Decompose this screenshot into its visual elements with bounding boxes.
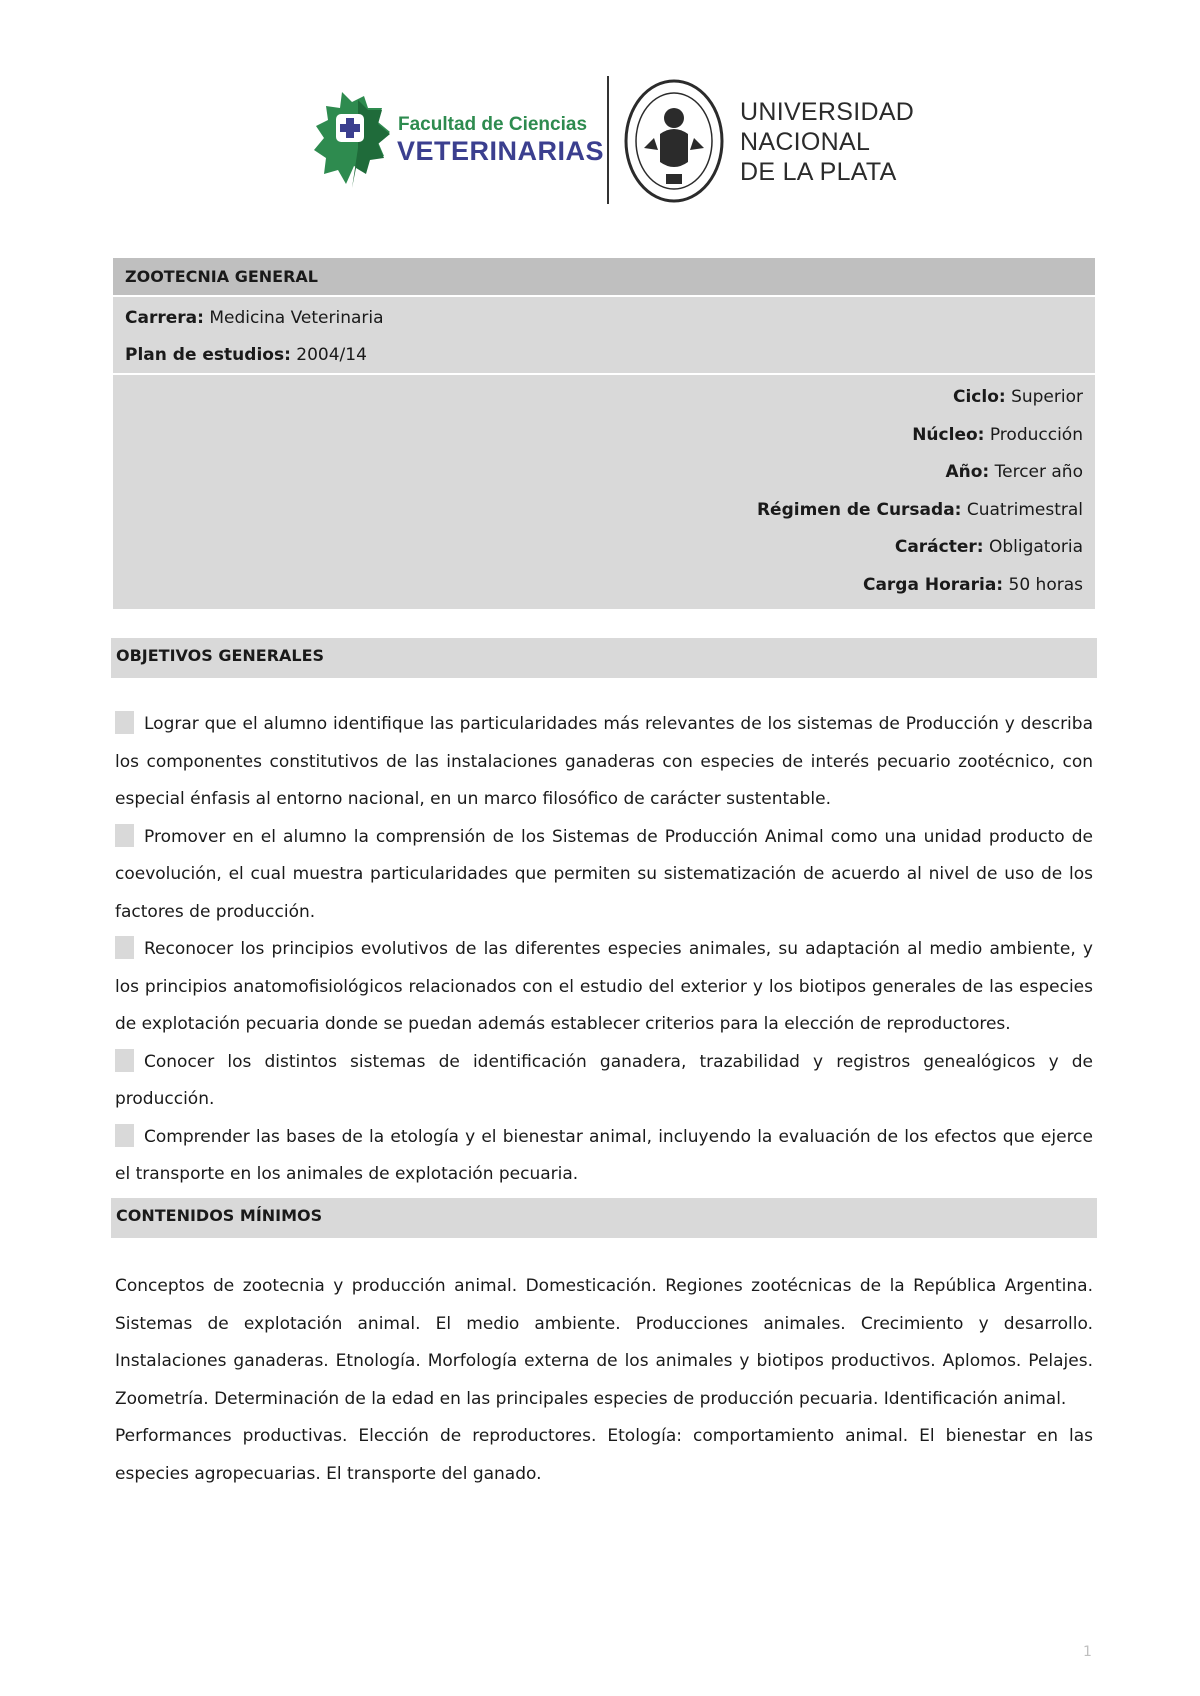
plan-row	[125, 340, 1083, 377]
career-row	[125, 303, 1083, 340]
plan-label: Plan de estudios:	[125, 345, 291, 365]
course-details-block	[113, 375, 1095, 609]
detail-row-nucleo	[125, 417, 1083, 455]
university-name-line: DE LA PLATA	[740, 158, 897, 186]
page-number: 1	[1083, 1644, 1092, 1660]
detail-value: Superior	[1011, 387, 1083, 407]
bullet-icon	[115, 936, 134, 959]
header-divider	[607, 76, 609, 204]
faculty-name-line2: VETERINARIAS	[397, 136, 605, 166]
detail-value: 50 horas	[1008, 574, 1083, 595]
contents-heading-text: CONTENIDOS MÍNIMOS	[116, 1206, 323, 1225]
detail-row-regimen	[125, 492, 1083, 530]
objective-text: Promover en el alumno la comprensión de los Sistemas de Producción Animal como una unidad producto de coevolución, el cual muestra particularidades que permiten su sistematización de acuerdo al nivel de uso de los factores de producción.	[115, 826, 1093, 922]
university-name-line: UNIVERSIDAD	[740, 98, 915, 126]
unlp-seal-icon	[624, 78, 724, 204]
detail-value: Cuatrimestral	[966, 499, 1083, 520]
bullet-icon	[115, 1049, 134, 1072]
veterinary-cross-leaf-icon	[312, 88, 392, 192]
list-item	[115, 1044, 1093, 1119]
detail-label: Núcleo:	[912, 424, 985, 445]
detail-row-caracter	[125, 529, 1083, 567]
detail-row-anio	[125, 454, 1083, 492]
detail-label: Año:	[945, 462, 990, 482]
course-career-block	[113, 297, 1095, 373]
objectives-heading	[111, 638, 1097, 678]
list-item	[115, 819, 1093, 932]
course-info-table	[113, 258, 1095, 609]
objectives-heading-text: OBJETIVOS GENERALES	[116, 646, 325, 665]
detail-row-ciclo	[125, 379, 1083, 417]
university-name	[740, 97, 914, 187]
career-value: Medicina Veterinaria	[209, 308, 384, 328]
list-item	[115, 931, 1093, 1044]
detail-value: Obligatoria	[988, 537, 1083, 557]
objective-text: Comprender las bases de la etología y el bienestar animal, incluyendo la evaluación de los efectos que ejerce el transporte en los animales de explotación pecuaria.	[115, 1126, 1093, 1184]
detail-label: Ciclo:	[952, 387, 1006, 407]
objective-text: Reconocer los principios evolutivos de las diferentes especies animales, su adaptación al medio ambiente, y los principios anatomofisiológicos relacionados con el estudio del exterior y los biotipos generales de las especies de explotación pecuaria donde se puedan además establecer criterios para la elección de reproductores.	[115, 939, 1093, 1034]
course-title: ZOOTECNIA GENERAL	[113, 258, 1095, 295]
university-name-line: NACIONAL	[740, 128, 871, 156]
detail-label: Carácter:	[894, 537, 984, 557]
bullet-icon	[115, 824, 134, 847]
faculty-name-line1: Facultad de Ciencias	[398, 114, 588, 135]
detail-value: Tercer año	[994, 462, 1083, 482]
objective-text: Conocer los distintos sistemas de identificación ganadera, trazabilidad y registros genealógicos y de producción.	[115, 1051, 1093, 1109]
contents-heading	[111, 1198, 1097, 1238]
detail-row-carga	[125, 567, 1083, 605]
contents-paragraph: Conceptos de zootecnia y producción animal. Domesticación. Regiones zootécnicas de la República Argentina. Sistemas de explotación animal. El medio ambiente. Producciones animales. Crecimiento y desarrollo. Instalaciones ganaderas. Etnología. Morfología externa de los animales y biotipos productivos. Aplomos. Pelajes. Zoometría. Determinación de la edad en las principales especies de producción pecuaria. Identificación animal.	[115, 1276, 1093, 1409]
detail-label: Carga Horaria:	[862, 574, 1004, 595]
bullet-icon	[115, 711, 134, 734]
detail-label: Régimen de Cursada:	[756, 499, 962, 520]
career-label: Carrera:	[125, 308, 204, 328]
objective-text: Lograr que el alumno identifique las particularidades más relevantes de los sistemas de Producción y describa los componentes constitutivos de las instalaciones ganaderas con especies de interés pecuario zootécnico, con especial énfasis al entorno nacional, en un marco filosófico de carácter sustentable.	[115, 714, 1093, 809]
page-header	[0, 0, 1200, 230]
contents-paragraph: Performances productivas. Elección de reproductores. Etología: comportamiento animal. El bienestar en las especies agropecuarias. El transporte del ganado.	[115, 1426, 1093, 1484]
detail-value: Producción	[989, 424, 1083, 445]
bullet-icon	[115, 1124, 134, 1147]
objectives-list	[115, 706, 1093, 1194]
contents-body	[115, 1268, 1093, 1493]
plan-value: 2004/14	[296, 345, 367, 365]
list-item	[115, 1119, 1093, 1194]
list-item	[115, 706, 1093, 819]
